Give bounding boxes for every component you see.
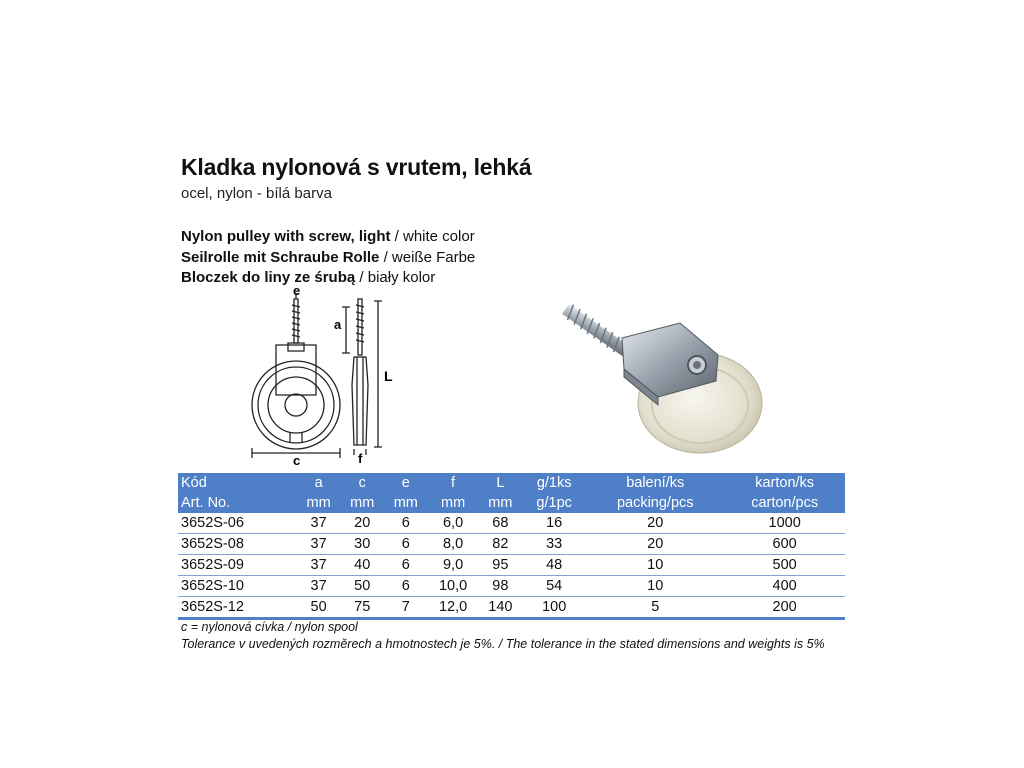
cell: 20	[586, 513, 724, 534]
label-e: e	[293, 285, 301, 298]
cell: 33	[522, 534, 586, 555]
label-f: f	[358, 451, 363, 465]
header-packing: balení/ks	[586, 473, 724, 493]
header-weight: g/1ks	[522, 473, 586, 493]
cell: 10	[586, 555, 724, 576]
header-unit: mm	[428, 493, 479, 513]
product-title: Kladka nylonová s vrutem, lehká	[181, 154, 532, 180]
translation-color: / white color	[390, 228, 475, 245]
cell: 37	[297, 534, 341, 555]
product-subtitle: ocel, nylon - bílá barva	[181, 185, 332, 202]
cell: 37	[297, 513, 341, 534]
header-f: f	[428, 473, 479, 493]
cell: 6	[384, 534, 428, 555]
cell: 400	[724, 576, 845, 597]
cell: 6	[384, 555, 428, 576]
cell: 6,0	[428, 513, 479, 534]
header-unit: carton/pcs	[724, 493, 845, 513]
cell: 500	[724, 555, 845, 576]
cell: 48	[522, 555, 586, 576]
cell: 6	[384, 576, 428, 597]
cell: 6	[384, 513, 428, 534]
cell: 100	[522, 597, 586, 619]
cell-code: 3652S-06	[178, 513, 297, 534]
header-unit: mm	[479, 493, 523, 513]
table-row	[178, 555, 845, 576]
wheel-hub	[285, 394, 307, 416]
translation-name: Nylon pulley with screw, light	[181, 228, 391, 245]
header-c: c	[340, 473, 384, 493]
header-art-no: Art. No.	[178, 493, 297, 513]
header-unit: g/1pc	[522, 493, 586, 513]
dim-a-line	[342, 307, 350, 353]
cell: 50	[340, 576, 384, 597]
cell: 600	[724, 534, 845, 555]
cell: 10	[586, 576, 724, 597]
cell: 9,0	[428, 555, 479, 576]
cell-code: 3652S-12	[178, 597, 297, 619]
dim-L-line	[374, 301, 382, 447]
cell: 5	[586, 597, 724, 619]
translations	[181, 227, 475, 289]
cell-code: 3652S-09	[178, 555, 297, 576]
cell: 20	[586, 534, 724, 555]
table-row	[178, 597, 845, 619]
cell: 12,0	[428, 597, 479, 619]
header-a: a	[297, 473, 341, 493]
wheel-outer	[252, 361, 340, 449]
table-row	[178, 513, 845, 534]
header-L: L	[479, 473, 523, 493]
cell: 40	[340, 555, 384, 576]
header-e: e	[384, 473, 428, 493]
table-header-row	[178, 493, 845, 513]
cell: 82	[479, 534, 523, 555]
table-row	[178, 576, 845, 597]
note-spool: c = nylonová cívka / nylon spool	[181, 620, 358, 634]
cell: 95	[479, 555, 523, 576]
header-unit: packing/pcs	[586, 493, 724, 513]
translation-color: / weiße Farbe	[379, 248, 476, 266]
cell: 30	[340, 534, 384, 555]
label-a: a	[334, 317, 342, 332]
cell: 50	[297, 597, 341, 619]
label-L: L	[384, 368, 393, 384]
cell: 37	[297, 576, 341, 597]
translation-color: / biały kolor	[355, 269, 436, 286]
cell: 54	[522, 576, 586, 597]
cell-code: 3652S-10	[178, 576, 297, 597]
cell-code: 3652S-08	[178, 534, 297, 555]
label-c: c	[293, 453, 301, 465]
cell: 98	[479, 576, 523, 597]
spec-table	[178, 473, 845, 620]
cell: 10,0	[428, 576, 479, 597]
cell: 20	[340, 513, 384, 534]
technical-drawing	[236, 285, 406, 465]
cell: 37	[297, 555, 341, 576]
translation-name: Bloczek do liny ze śrubą	[181, 269, 356, 286]
pulley-side	[352, 357, 368, 445]
table-row	[178, 534, 845, 555]
translation-name: Seilrolle mit Schraube Rolle	[181, 248, 380, 266]
cell: 16	[522, 513, 586, 534]
cell: 140	[479, 597, 523, 619]
translation-en	[181, 227, 475, 248]
header-code: Kód	[178, 473, 297, 493]
cell: 7	[384, 597, 428, 619]
note-tolerance: Tolerance v uvedených rozměrech a hmotnostech je 5%. / The tolerance in the stated dimensions and weights is 5%	[181, 637, 825, 651]
table-header-row	[178, 473, 845, 493]
cell: 8,0	[428, 534, 479, 555]
cell: 75	[340, 597, 384, 619]
header-unit: mm	[297, 493, 341, 513]
cell: 68	[479, 513, 523, 534]
cell: 200	[724, 597, 845, 619]
cell: 1000	[724, 513, 845, 534]
header-unit: mm	[384, 493, 428, 513]
translation-de	[181, 248, 475, 269]
header-unit: mm	[340, 493, 384, 513]
product-photo	[540, 293, 780, 463]
header-carton: karton/ks	[724, 473, 845, 493]
